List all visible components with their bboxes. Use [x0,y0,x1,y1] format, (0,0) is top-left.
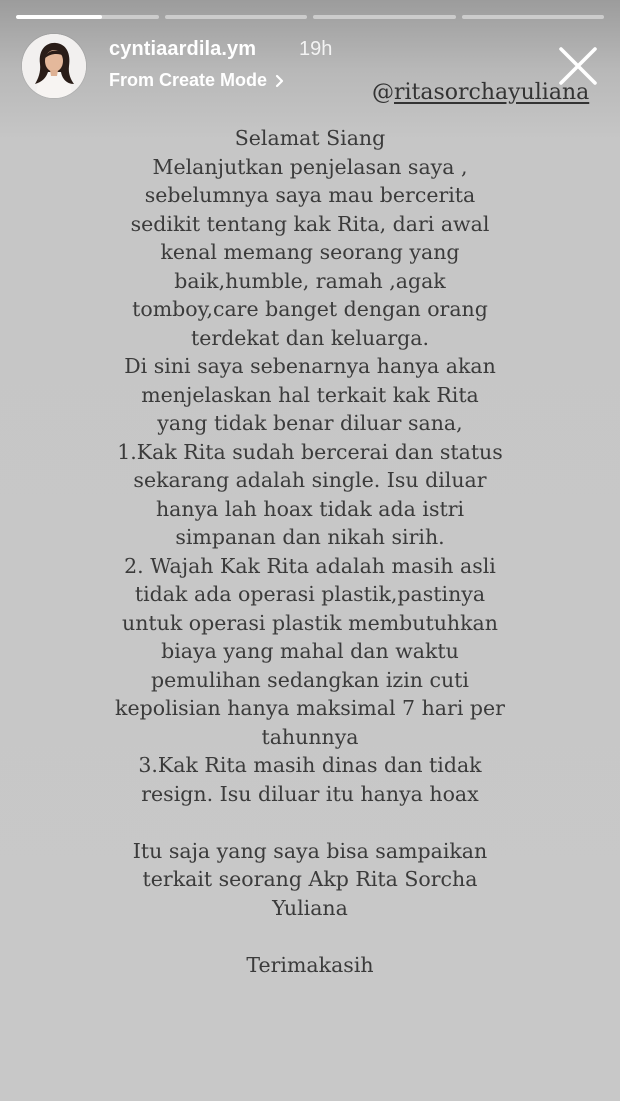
text-line: kepolisian hanya maksimal 7 hari per [115,696,505,720]
text-line: Itu saja yang saya bisa sampaikan [132,838,488,863]
text-line: kenal memang seorang yang [160,240,460,264]
close-icon [554,42,602,90]
progress-segment [462,15,605,19]
text-line: Di sini saya sebenarnya hanya akan [124,354,496,378]
text-line: Terimakasih [246,952,374,977]
progress-segment-fill [16,15,102,19]
text-line: Melanjutkan penjelasan saya , [152,154,468,179]
text-line: terdekat dan keluarga. [190,325,430,350]
text-line: hanya lah hoax tidak ada istri [155,496,465,521]
mention-handle: ritasorchayuliana [394,80,590,105]
mention-prefix: @ [372,80,394,105]
progress-segment [165,15,308,19]
text-line: pemulihan sedangkan izin cuti [151,667,469,692]
story-progress-bar [16,15,604,19]
text-line: Yuliana [272,895,348,920]
blank-line [60,808,560,837]
close-button[interactable] [554,42,602,90]
text-line: yang tidak benar diluar sana, [157,411,463,435]
progress-segment [16,15,159,19]
text-line: 2. Wajah Kak Rita adalah masih asli [124,553,496,578]
avatar[interactable] [22,34,86,98]
text-line: 3.Kak Rita masih dinas dan tidak [138,753,482,777]
text-line: terkait seorang Akp Rita Sorcha [142,867,478,891]
text-line: resign. Isu diluar itu hanya hoax [141,781,479,806]
chevron-right-icon [273,74,287,88]
progress-segment [313,15,456,19]
text-line: sedikit tentang kak Rita, dari awal [130,211,490,236]
text-line: sebelumnya saya mau bercerita [144,183,476,207]
text-line: simpanan dan nikah sirih. [175,525,445,549]
create-mode-label: From Create Mode [109,70,268,90]
text-line: 1.Kak Rita sudah bercerai dan status [117,439,503,464]
text-line: baik,humble, ramah ,agak [174,268,446,293]
post-time: 19h [299,38,333,60]
text-line: untuk operasi plastik membutuhkan [122,610,498,635]
story-header [22,34,604,105]
text-line: sekarang adalah single. Isu diluar [133,468,487,492]
text-line: tahunnya [261,724,359,749]
text-line: menjelaskan hal terkait kak Rita [141,382,479,407]
text-line: tidak ada operasi plastik,pastinya [134,582,486,606]
create-mode-link[interactable] [109,70,287,91]
text-line: tomboy,care banget dengan orang [132,297,488,321]
story-text [60,124,560,979]
avatar-image [22,34,86,98]
blank-line [60,922,560,951]
username[interactable]: cyntiaardila.ym [109,38,257,60]
text-line: Selamat Siang [234,126,386,150]
text-line: biaya yang mahal dan waktu [161,639,459,663]
